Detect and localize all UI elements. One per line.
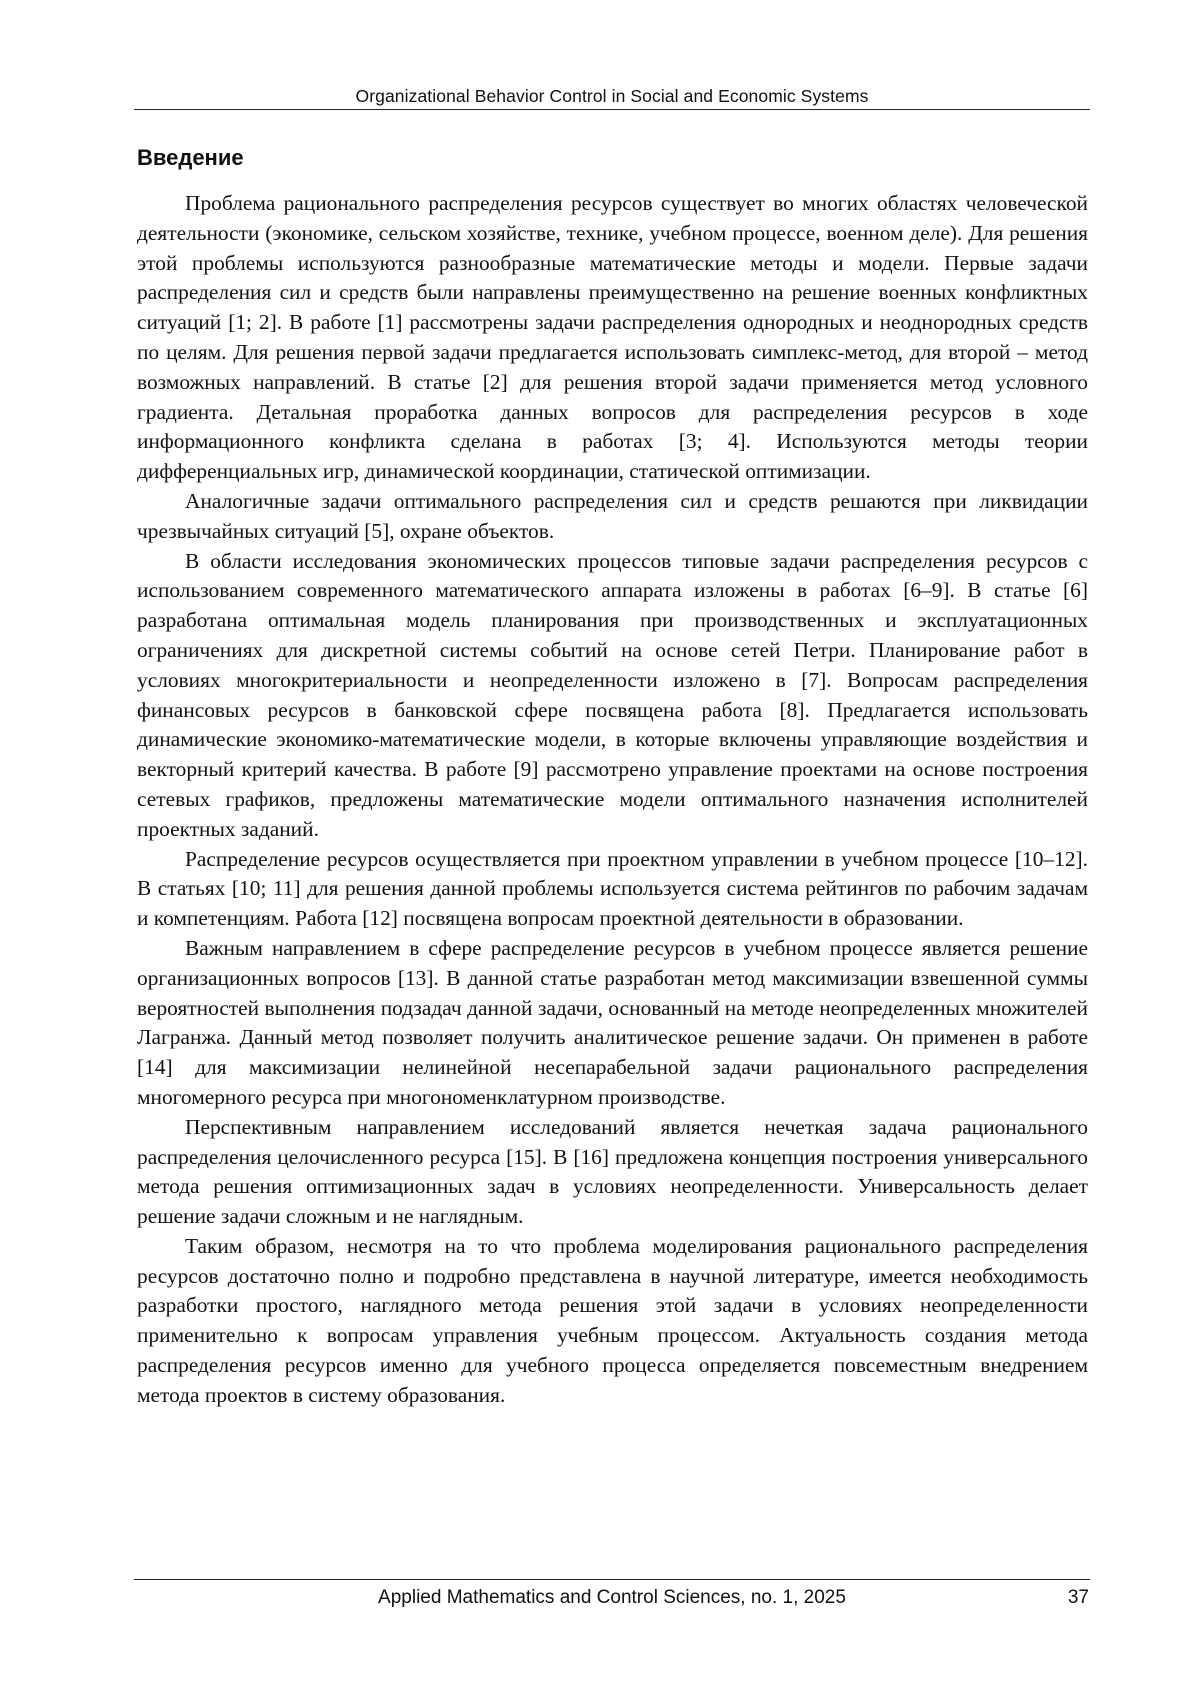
paragraph: Таким образом, несмотря на то что проблема моделирования рационального распределения ресурсов достаточно полно и подробно представлена в научной литературе, имеется необходимость разработки простого, наглядного метода решения этой задачи в условиях неопределенности применительно к вопросам управления учебным процессом. Актуальность создания метода распределения ресурсов именно для учебного процесса определяется повсеместным внедрением метода проектов в систему образования. bbox=[137, 1233, 1088, 1407]
article-body bbox=[137, 189, 1088, 1411]
paragraph: Перспективным направлением исследований является нечеткая задача рационального распределения целочисленного ресурса [15]. В [16] предложена концепция построения универсального метода решения оптимизационных задач в условиях неопределенности. Универсальность делает решение задачи сложным и не наглядным. bbox=[137, 1114, 1088, 1229]
journal-citation: Applied Mathematics and Control Sciences, no. 1, 2025 bbox=[378, 1587, 846, 1608]
section-heading: Введение bbox=[137, 145, 244, 170]
paragraph: Аналогичные задачи оптимального распределения сил и средств решаются при ликвидации чрезвычайных ситуаций [5], охране объектов. bbox=[137, 488, 1088, 543]
running-header: Organizational Behavior Control in Social and Economic Systems bbox=[355, 86, 869, 106]
page-number: 37 bbox=[1067, 1587, 1089, 1608]
paragraph: В области исследования экономических процессов типовые задачи распределения ресурсов с использованием современного математического аппарата изложены в работах [6–9]. В статье [6] разработана оптимальная модель планирования при производственных и эксплуатационных ограничениях для дискретной системы событий на основе сетей Петри. Планирование работ в условиях многокритериальности и неопределенности изложено в [7]. Вопросам распределения финансовых ресурсов в банковской сфере посвящена работа [8]. Предлагается использовать динамические экономико-математические модели, в которые включены управляющие воздействия и векторный критерий качества. В работе [9] рассмотрено управление проектами на основе построения сетевых графиков, предложены математические модели оптимального назначения исполнителей проектных заданий. bbox=[137, 548, 1088, 841]
header-divider bbox=[134, 109, 1090, 110]
paragraph: Распределение ресурсов осуществляется при проектном управлении в учебном процессе [10–12]. В статьях [10; 11] для решения данной проблемы используется система рейтингов по рабочим задачам и компетенциям. Работа [12] посвящена вопросам проектной деятельности в образовании. bbox=[137, 846, 1088, 931]
paragraph: Важным направлением в сфере распределение ресурсов в учебном процессе является решение организационных вопросов [13]. В данной статье разработан метод максимизации взвешенной суммы вероятностей выполнения подзадач данной задачи, основанный на методе неопределенных множителей Лагранжа. Данный метод позволяет получить аналитическое решение задачи. Он применен в работе [14] для максимизации нелинейной несепарабельной задачи рационального распределения многомерного ресурса при многономенклатурном производстве. bbox=[137, 935, 1088, 1109]
paragraph: Проблема рационального распределения ресурсов существует во многих областях человеческой деятельности (экономике, сельском хозяйстве, технике, учебном процессе, военном деле). Для решения этой проблемы используются разнообразные математические методы и модели. Первые задачи распределения сил и средств были направлены преимущественно на решение военных конфликтных ситуаций [1; 2]. В работе [1] рассмотрены задачи распределения однородных и неоднородных средств по целям. Для решения первой задачи предлагается использовать симплекс-метод, для второй – метод возможных направлений. В статье [2] для решения второй задачи применяется метод условного градиента. Детальная проработка данных вопросов для распределения ресурсов в ходе информационного конфликта сделана в работах [3; 4]. Используются методы теории дифференциальных игр, динамической координации, статической оптимизации. bbox=[137, 191, 1088, 484]
footer-divider bbox=[134, 1579, 1090, 1580]
